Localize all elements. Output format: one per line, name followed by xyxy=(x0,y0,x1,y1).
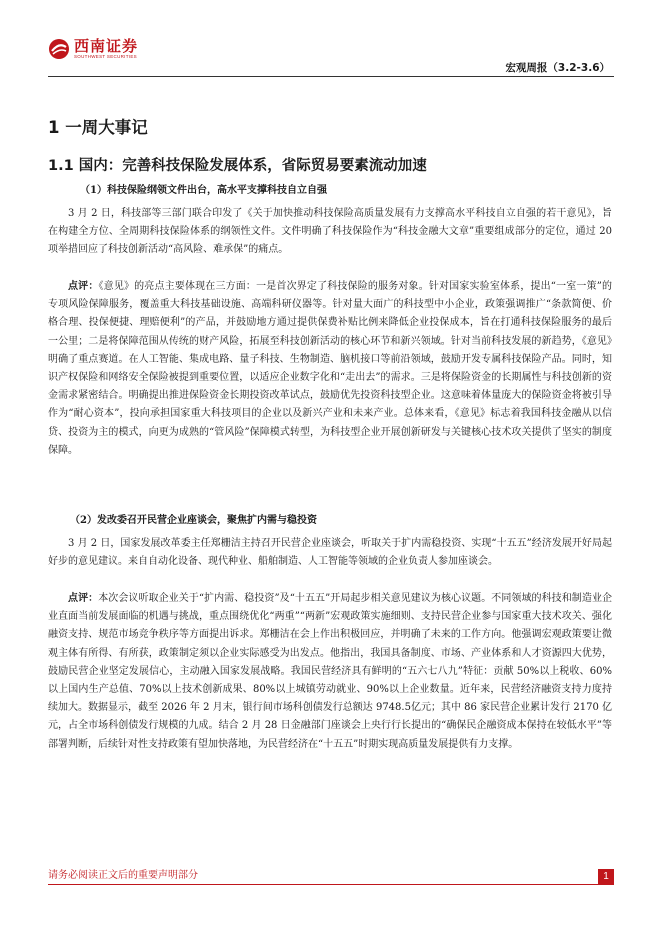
subsection-heading: 1.1 国内：完善科技保险发展体系，省际贸易要素流动加速 xyxy=(48,158,427,174)
report-title: 宏观周报（3.2-3.6） xyxy=(505,62,610,74)
item-1-comment-label: 点评： xyxy=(68,281,99,292)
brand-name-cn: 西南证券 xyxy=(74,37,139,55)
item-2-comment-label: 点评： xyxy=(68,593,99,604)
item-1-paragraph: 3 月 2 日，科技部等三部门联合印发了《关于加快推动科技保险高质量发展有力支撑高水平科技自立自强的若干意见》，旨在构建全方位、全周期科技保险体系的纲领性文件。文件明确了科技保险作为“科技金融大文章”重要组成部分的定位，通过 20 项举措回应了科技创新活动“高风险、难承保”的痛点。 xyxy=(48,208,612,256)
item-2-comment xyxy=(48,590,612,754)
brand-name-en: SOUTHWEST SECURITIES xyxy=(74,54,137,59)
page-number: 1 xyxy=(598,869,614,885)
item-1-heading: （1）科技保险纲领文件出台，高水平支撑科技自立自强 xyxy=(80,185,327,196)
item-2-heading: （2）发改委召开民营企业座谈会，聚焦扩内需与稳投资 xyxy=(70,515,317,526)
footer-divider xyxy=(48,884,614,885)
item-2-paragraph: 3 月 2 日，国家发展改革委主任郑栅洁主持召开民营企业座谈会，听取关于扩内需稳投资、实现“十五五”经济发展开好局起好步的意见建议。来自自动化设备、现代种业、船舶制造、人工智能等领域的企业负责人参加座谈会。 xyxy=(48,538,612,568)
brand-logo-icon xyxy=(48,38,70,60)
item-1-comment-text: 《意见》的亮点主要体现在三方面：一是首次界定了科技保险的服务对象。针对国家实验室体系，提出“一室一策”的专项风险保障服务，覆盖重大科技基础设施、高端科研仪器等。针对量大面广的科技型中小企业，政策强调推广“条款简便、价格合理、投保便捷、理赔便利”的产品，并鼓励地方通过提供保费补贴比例来降低企业投保成本，旨在打通科技保险服务的最后一公里；二是将保障范围从传统的财产风险，拓展至科技创新活动的核心环节和新兴领域。针对当前科技发展的新趋势，《意见》明确了重点赛道。在人工智能、集成电路、量子科技、生物制造、脑机接口等前沿领域，鼓励开发专属科技保险产品。同时，知识产权保险和网络安全保险被提到重要位置，以适应企业数字化和“走出去”的需求。三是将保险资金的长期属性与科技创新的资金需求紧密结合。明确提出推进保险资金长期投资改革试点，鼓励优先投资科技型企业。这意味着体量庞大的保险资金将被引导作为“耐心资本”，投向承担国家重大科技项目的企业以及新兴产业和未来产业。总体来看，《意见》标志着我国科技金融从以信贷、投资为主的模式，向更为成熟的“管风险”保障模式转型，为科技型企业开展创新研发与关键核心技术攻关提供了坚实的制度保障。 xyxy=(48,281,613,456)
item-2-comment-text: 本次会议听取企业关于“扩内需、稳投资”及“十五五”开局起步相关意见建议为核心议题。不同领域的科技和制造业企业直面当前发展面临的机遇与挑战，重点围绕优化“两重”“两新”宏观政策实施细则、支持民营企业参与国家重大技术攻关、强化融资支持、规范市场竞争秩序等方面提出诉求。郑栅洁在会上作出积极回应，并明确了未来的工作方向。他强调宏观政策要让微观主体有所得、有所获，政策制定须以企业实际感受为出发点。他指出，我国具备制度、市场、产业体系和人才资源四大优势，鼓励民营企业坚定发展信心，主动融入国家发展战略。我国民营经济具有鲜明的“五六七八九”特征：贡献 50%以上税收、60%以上国内生产总值、70%以上技术创新成果、80%以上城镇劳动就业、90%以上企业数量。近年来，民营经济融资支持力度持续加大。数据显示，截至 2026 年 2 月末，银行间市场科创债发行总额达 9748.5亿元；其中 86 家民营企业累计发行 2170 亿元，占全市场科创债发行规模的九成。结合 2 月 28 日金融部门座谈会上央行行长提出的“确保民企融资成本保持在较低水平”等部署判断，后续针对性支持政策有望加快落地，为民营经济在“十五五”时期实现高质量发展提供有力支撑。 xyxy=(48,593,613,750)
brand-logo xyxy=(48,38,138,60)
header-divider xyxy=(48,76,614,77)
item-1-comment xyxy=(48,278,612,460)
footer-disclaimer: 请务必阅读正文后的重要声明部分 xyxy=(48,870,198,881)
section-heading: 1 一周大事记 xyxy=(48,118,148,137)
